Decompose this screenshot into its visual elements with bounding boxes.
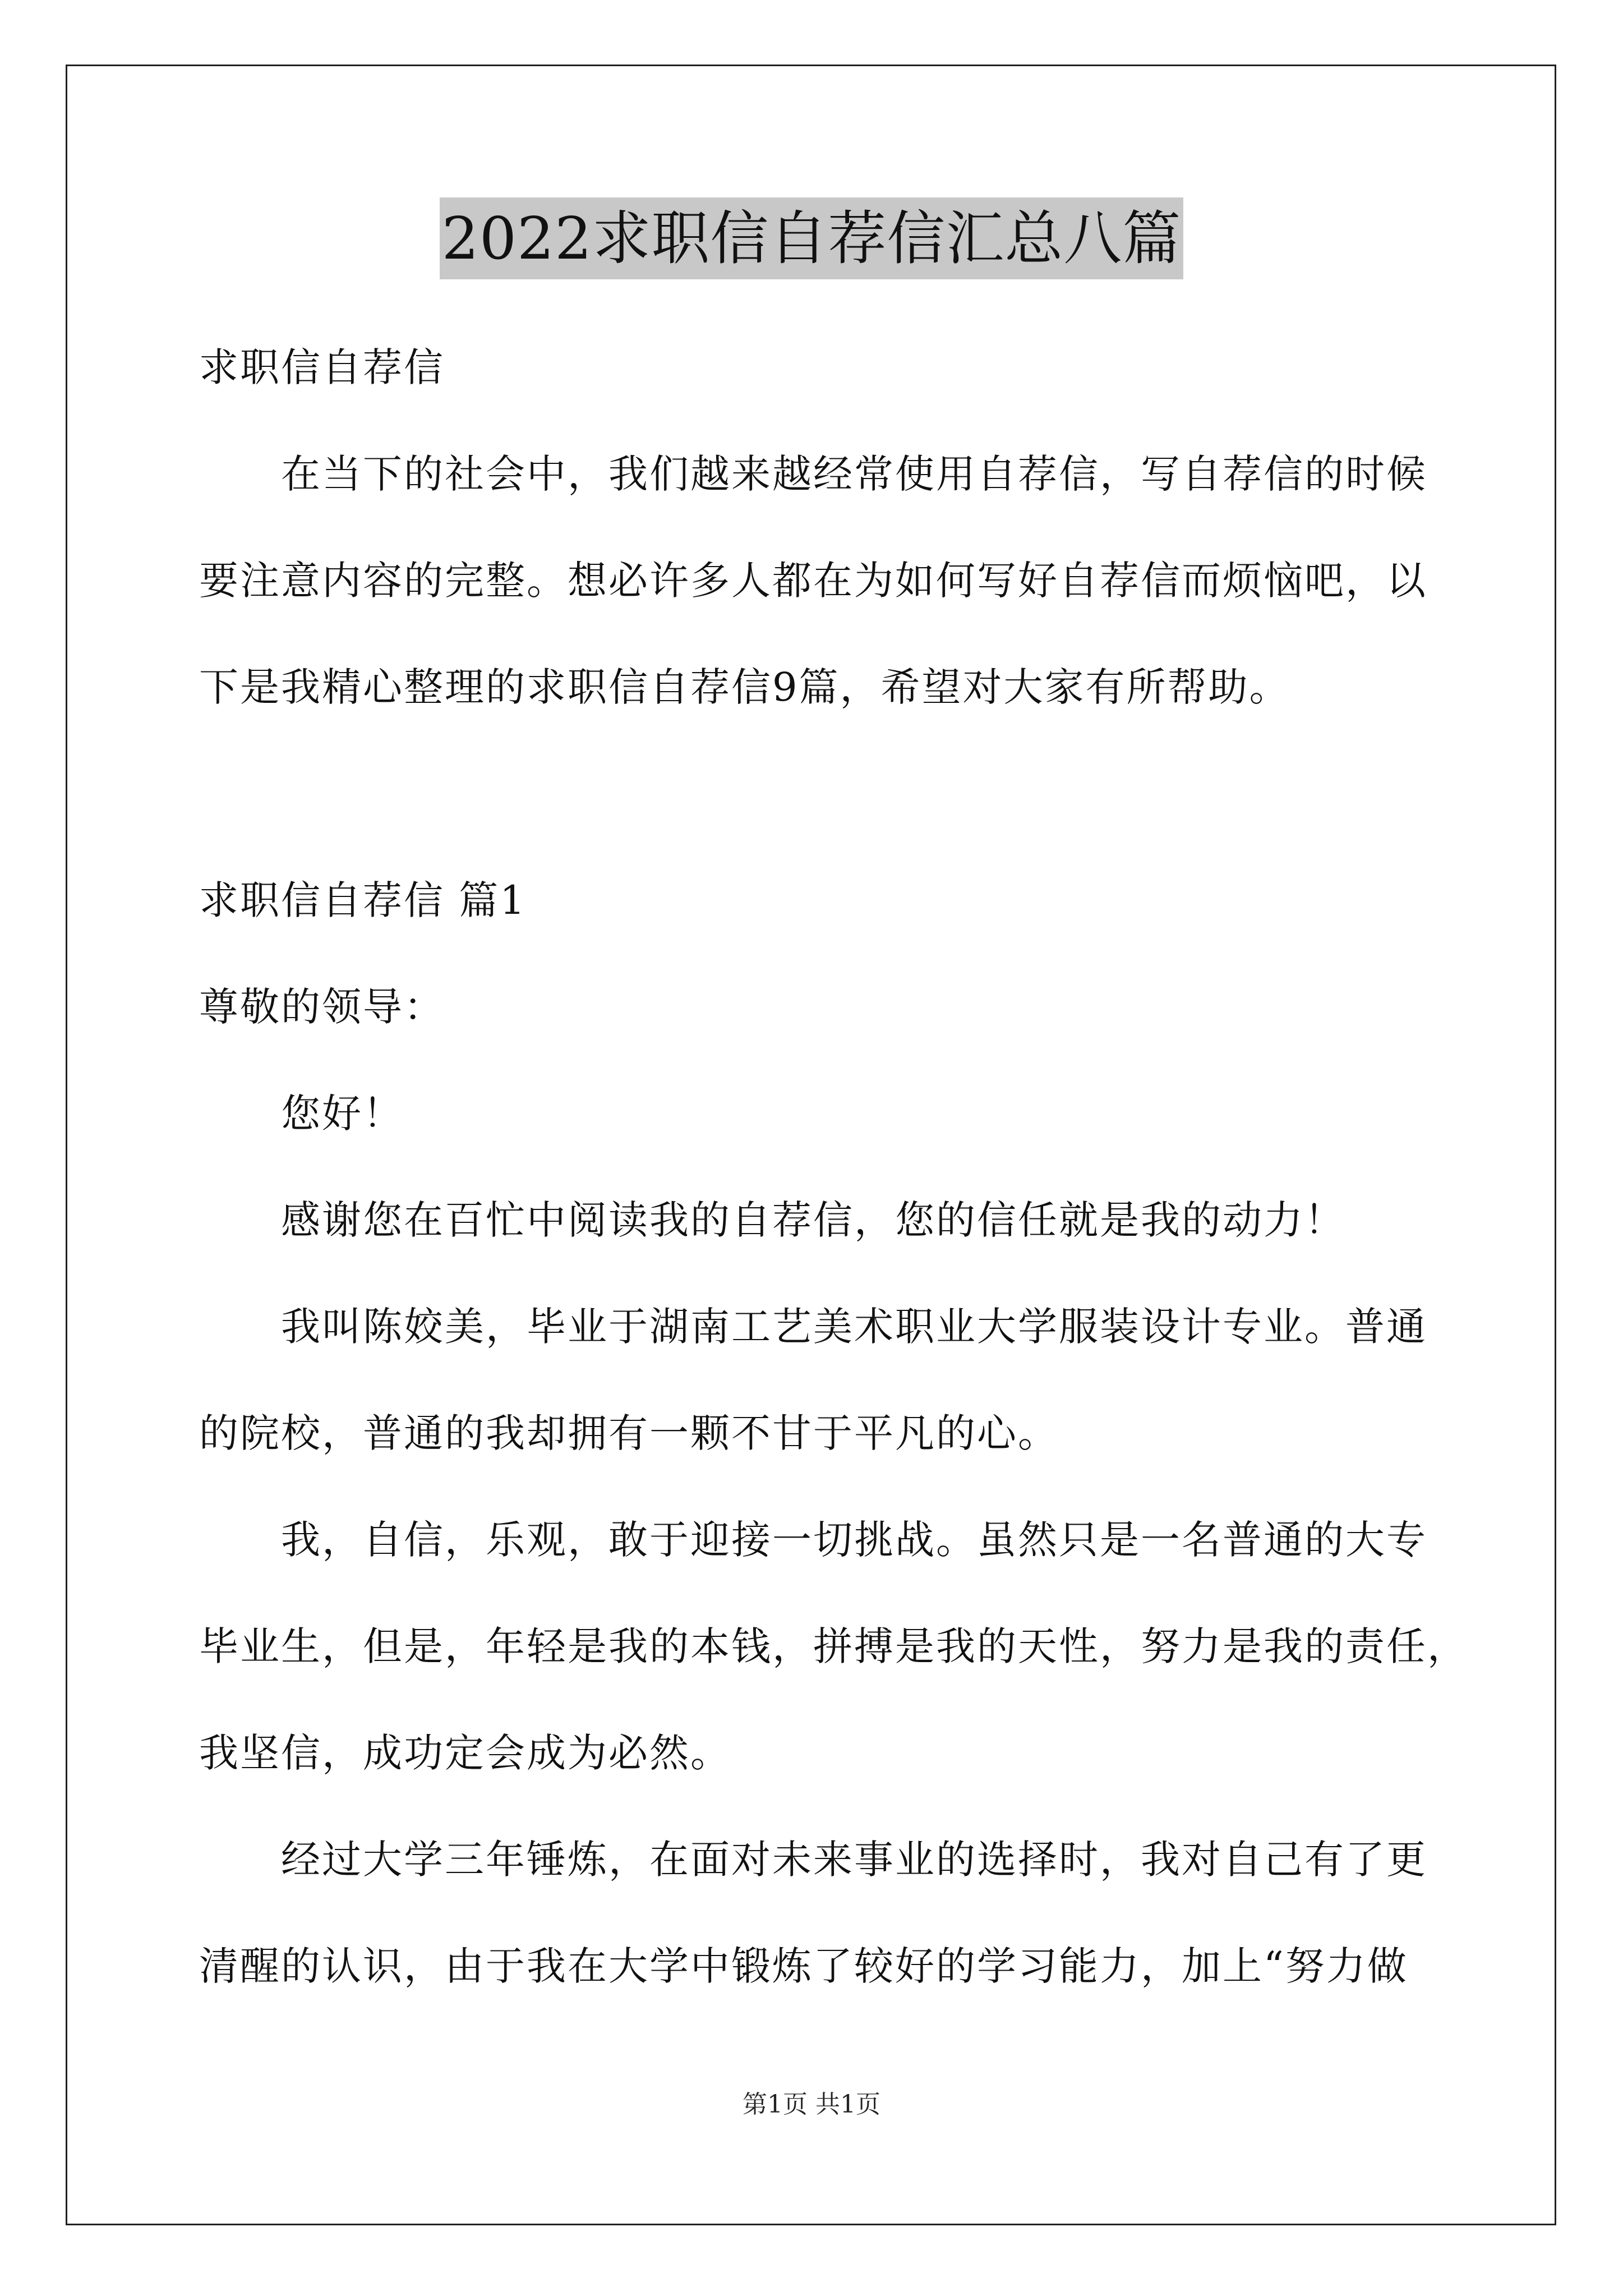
- body-line: 我叫陈姣美，毕业于湖南工艺美术职业大学服装设计专业。普通: [281, 1304, 1427, 1350]
- body-line: 下是我精心整理的求职信自荐信9篇，希望对大家有所帮助。: [199, 664, 1290, 710]
- salutation: 尊敬的领导：: [199, 984, 445, 1030]
- blank-line: [199, 740, 1467, 847]
- section-heading: 求职信自荐信: [199, 344, 445, 390]
- body-line: 的院校，普通的我却拥有一颗不甘于平凡的心。: [199, 1410, 1059, 1456]
- body-line: 清醒的认识，由于我在大学中锻炼了较好的学习能力，加上“努力做: [199, 1943, 1408, 1989]
- body-line: 我，自信，乐观，敢于迎接一切挑战。虽然只是一名普通的大专: [281, 1517, 1427, 1563]
- title-container: [0, 197, 1623, 279]
- body-line: 在当下的社会中，我们越来越经常使用自荐信，写自荐信的时候: [281, 451, 1427, 497]
- page-footer: 第1页 共1页: [743, 2090, 880, 2119]
- body-line: 经过大学三年锤炼，在面对未来事业的选择时，我对自己有了更: [281, 1837, 1427, 1883]
- body-line: 我坚信，成功定会成为必然。: [199, 1730, 731, 1776]
- document-body: [199, 314, 1467, 2019]
- letter-heading: 求职信自荐信 篇1: [199, 877, 527, 923]
- body-line: 要注意内容的完整。想必许多人都在为如何写好自荐信而烦恼吧，以: [199, 558, 1427, 604]
- document-title: 2022求职信自荐信汇总八篇: [440, 197, 1184, 279]
- body-line: 毕业生，但是，年轻是我的本钱，拼搏是我的天性，努力是我的责任，: [199, 1623, 1468, 1669]
- body-line: 感谢您在百忙中阅读我的自荐信，您的信任就是我的动力！: [281, 1197, 1345, 1243]
- greeting: 您好！: [281, 1091, 404, 1137]
